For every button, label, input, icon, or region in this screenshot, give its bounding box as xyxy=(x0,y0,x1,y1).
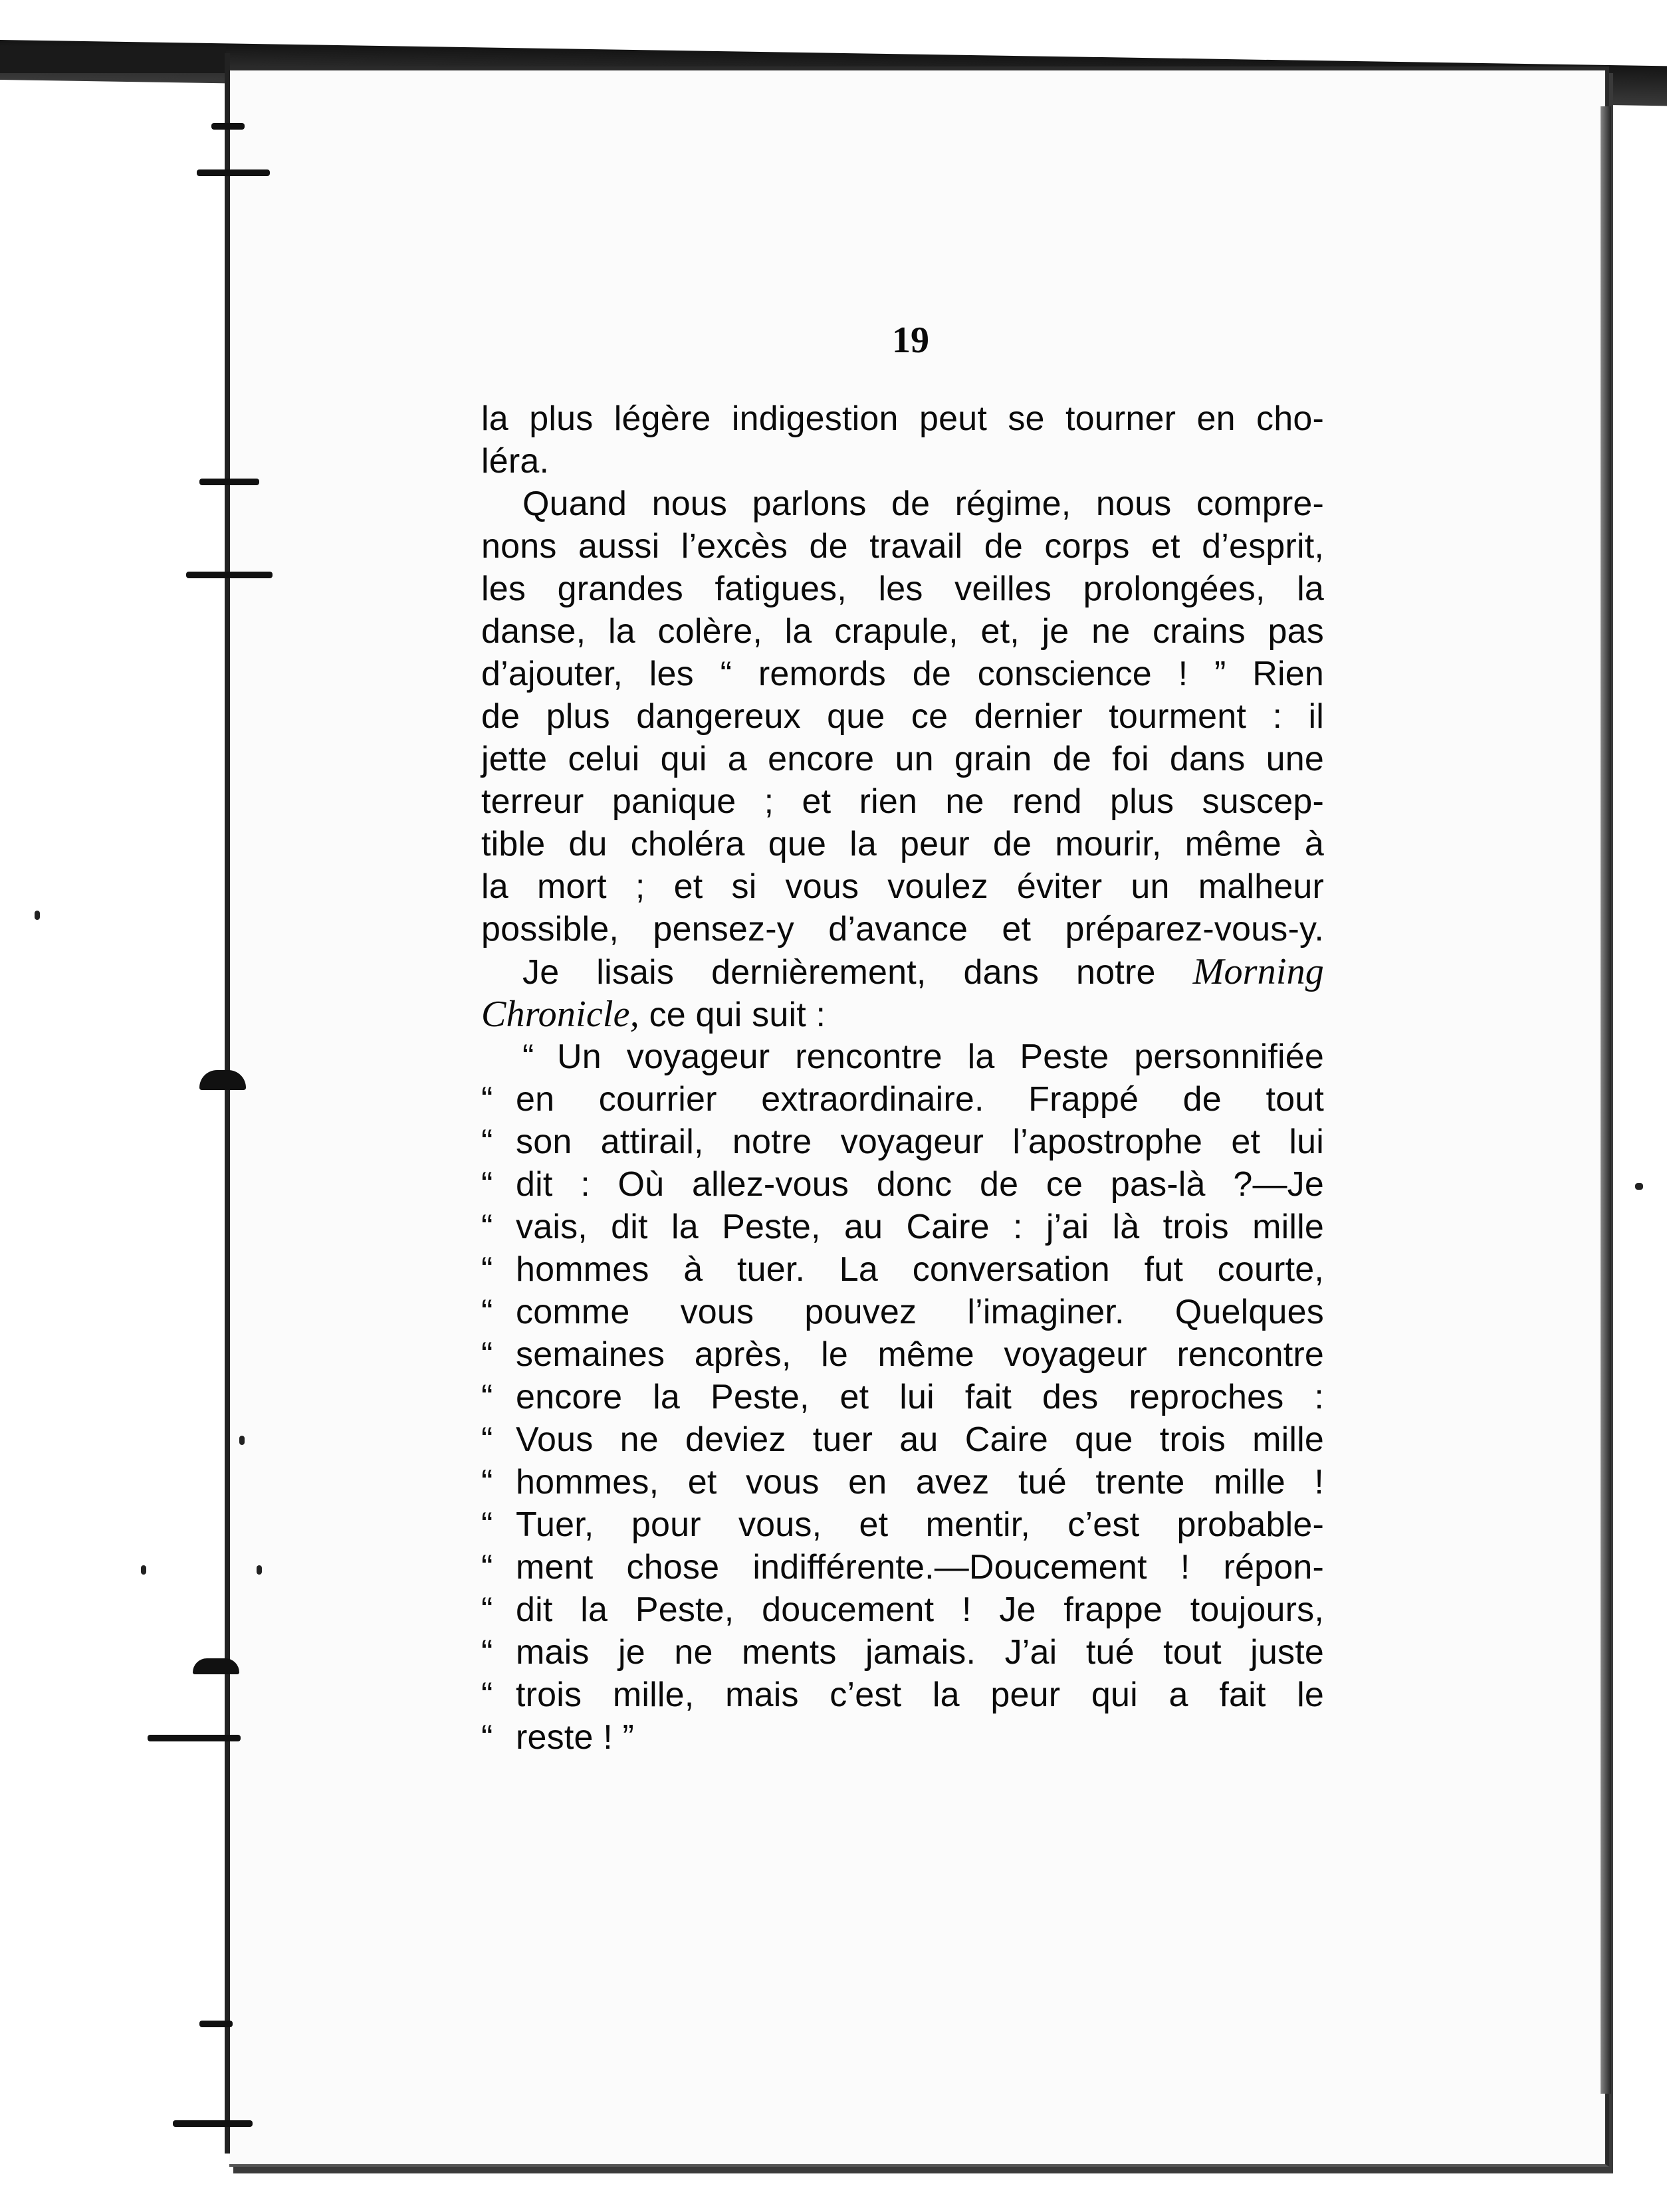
scan-speck xyxy=(239,1436,245,1445)
page-edge-shadow xyxy=(1601,106,1611,2094)
quote-mark: “ xyxy=(481,1548,493,1587)
text-fragment: Un voyageur rencontre la Peste personnifiée xyxy=(557,1038,1324,1076)
text-fragment: en courrier extraordinaire. Frappé de tout xyxy=(516,1080,1324,1119)
text-line: terreur panique ; et rien ne rend plus suscep- xyxy=(481,782,1324,821)
text-fragment: hommes, et vous en avez tué trente mille ! xyxy=(516,1463,1324,1501)
quote-mark: “ xyxy=(481,1633,493,1672)
quote-mark: “ xyxy=(481,1293,493,1331)
quote-line xyxy=(481,1333,1324,1376)
quote-line xyxy=(481,1121,1324,1163)
text-line: tible du choléra que la peur de mourir, même à xyxy=(481,825,1324,863)
quote-line xyxy=(481,1036,1324,1078)
text-line: jette celui qui a encore un grain de foi dans une xyxy=(481,740,1324,778)
quote-line xyxy=(481,1631,1324,1674)
quote-line xyxy=(481,1546,1324,1589)
quote-mark: “ xyxy=(522,1038,534,1076)
page-number: 19 xyxy=(892,320,929,361)
quote-mark: “ xyxy=(481,1505,493,1544)
binding-stitch xyxy=(193,1658,239,1674)
quote-line xyxy=(481,1503,1324,1546)
quote-mark: “ xyxy=(481,1378,493,1416)
binding-stitch xyxy=(197,169,270,176)
quote-mark: “ xyxy=(481,1080,493,1119)
text-fragment: son attirail, notre voyageur l’apostrophe et lui xyxy=(516,1123,1324,1161)
text-line: la mort ; et si vous voulez éviter un malheur xyxy=(481,867,1324,906)
text-fragment: mais je ne ments jamais. J’ai tué tout juste xyxy=(516,1633,1324,1672)
quote-line xyxy=(481,1674,1324,1716)
text-line: danse, la colère, la crapule, et, je ne crains pas xyxy=(481,612,1324,651)
italic-title: Chronicle, xyxy=(481,994,639,1035)
quote-line xyxy=(481,1078,1324,1121)
text-fragment: semaines après, le même voyageur rencontre xyxy=(516,1335,1324,1374)
text-fragment: ce qui suit : xyxy=(649,996,826,1034)
binding-spine xyxy=(225,53,230,2154)
binding-stitch xyxy=(173,2120,253,2127)
text-fragment: Tuer, pour vous, et mentir, c’est probable- xyxy=(516,1505,1324,1544)
binding-stitch xyxy=(199,2021,233,2027)
text-line: de plus dangereux que ce dernier tourment : il xyxy=(481,697,1324,736)
text-fragment: Je lisais dernièrement, dans notre xyxy=(522,953,1156,992)
text-fragment: encore la Peste, et lui fait des reproches : xyxy=(516,1378,1324,1416)
text-fragment: hommes à tuer. La conversation fut courte, xyxy=(516,1250,1324,1289)
binding-stitch xyxy=(211,123,245,130)
text-line: les grandes fatigues, les veilles prolongées, la xyxy=(481,570,1324,608)
scan-speck xyxy=(35,911,40,920)
quote-mark: “ xyxy=(481,1250,493,1289)
text-fragment: Vous ne deviez tuer au Caire que trois mille xyxy=(516,1420,1324,1459)
text-fragment: trois mille, mais c’est la peur qui a fait le xyxy=(516,1676,1324,1714)
quote-line xyxy=(481,1248,1324,1291)
italic-title: Morning xyxy=(1192,951,1324,992)
text-line xyxy=(481,993,1324,1036)
quote-line xyxy=(481,1461,1324,1503)
text-fragment: dit la Peste, doucement ! Je frappe toujours, xyxy=(516,1591,1324,1629)
quote-mark: “ xyxy=(481,1165,493,1204)
quote-line xyxy=(481,1716,1324,1759)
text-fragment: reste ! ” xyxy=(516,1718,635,1757)
quote-line xyxy=(481,1376,1324,1418)
text-line: léra. xyxy=(481,442,550,481)
text-fragment: comme vous pouvez l’imaginer. Quelques xyxy=(516,1293,1324,1331)
quote-mark: “ xyxy=(481,1463,493,1501)
scan-speck xyxy=(1635,1183,1643,1190)
quote-mark: “ xyxy=(481,1208,493,1246)
binding-stitch xyxy=(148,1735,241,1741)
quote-line xyxy=(481,1206,1324,1248)
text-line: nons aussi l’excès de travail de corps et d’esprit, xyxy=(481,527,1324,566)
quote-line xyxy=(481,1589,1324,1631)
scan-left-edge xyxy=(0,47,226,73)
binding-stitch xyxy=(199,1070,246,1090)
scan-speck xyxy=(257,1565,262,1575)
quote-line xyxy=(481,1291,1324,1333)
quote-line xyxy=(481,1418,1324,1461)
quote-mark: “ xyxy=(481,1335,493,1374)
text-line: la plus légère indigestion peut se tourner en cho- xyxy=(481,399,1324,438)
binding-stitch xyxy=(199,479,259,485)
binding-stitch xyxy=(186,572,273,578)
text-fragment: vais, dit la Peste, au Caire : j’ai là trois mille xyxy=(516,1208,1324,1246)
text-line xyxy=(481,950,1324,993)
quote-mark: “ xyxy=(481,1591,493,1629)
scan-speck xyxy=(141,1565,146,1575)
text-fragment: ment chose indifférente.—Doucement ! répon- xyxy=(516,1548,1324,1587)
quote-mark: “ xyxy=(481,1123,493,1161)
text-line: d’ajouter, les “ remords de conscience ! ” Rien xyxy=(481,655,1324,693)
text-fragment: dit : Où allez-vous donc de ce pas-là ?—Je xyxy=(516,1165,1324,1204)
quote-mark: “ xyxy=(481,1676,493,1714)
quote-mark: “ xyxy=(481,1420,493,1459)
quote-mark: “ xyxy=(481,1718,493,1757)
quote-line xyxy=(481,1163,1324,1206)
text-line: possible, pensez-y d’avance et préparez-vous-y. xyxy=(481,910,1324,948)
text-line: Quand nous parlons de régime, nous compre- xyxy=(522,485,1324,523)
text-lines xyxy=(481,397,1324,1759)
